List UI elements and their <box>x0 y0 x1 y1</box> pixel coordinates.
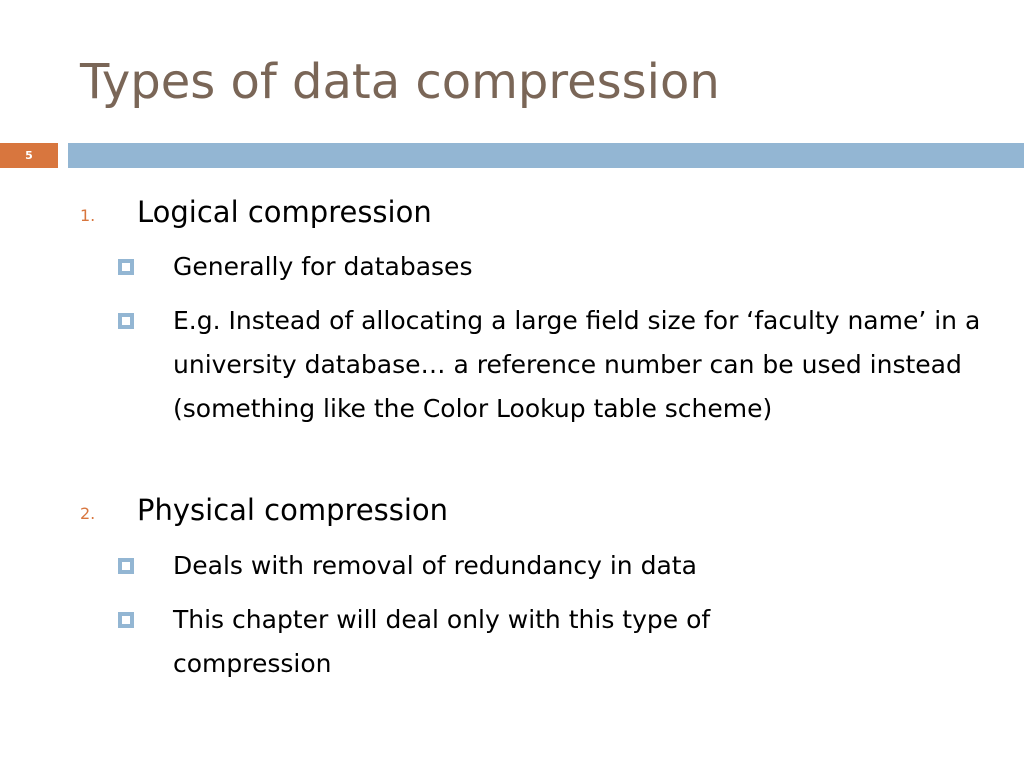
square-bullet-icon <box>118 558 134 574</box>
square-bullet-icon <box>118 612 134 628</box>
list-item-heading: Logical compression <box>137 195 432 229</box>
list-subitem: E.g. Instead of allocating a large field size for ‘faculty name’ in a university database… a reference number can be used instead (something like the Color Lookup table scheme) <box>173 306 981 423</box>
square-bullet-icon <box>118 313 134 329</box>
list-number: 2. <box>80 504 96 523</box>
slide-number: 5 <box>25 149 33 162</box>
list-number: 1. <box>80 206 96 225</box>
slide-title: Types of data compression <box>80 54 720 110</box>
list-subitem: Generally for databases <box>173 252 473 281</box>
list-subitem: This chapter will deal only with this type of compression <box>173 605 711 678</box>
list-item-heading: Physical compression <box>137 493 449 527</box>
square-bullet-icon <box>118 259 134 275</box>
list-subitem: Deals with removal of redundancy in data <box>173 551 697 580</box>
